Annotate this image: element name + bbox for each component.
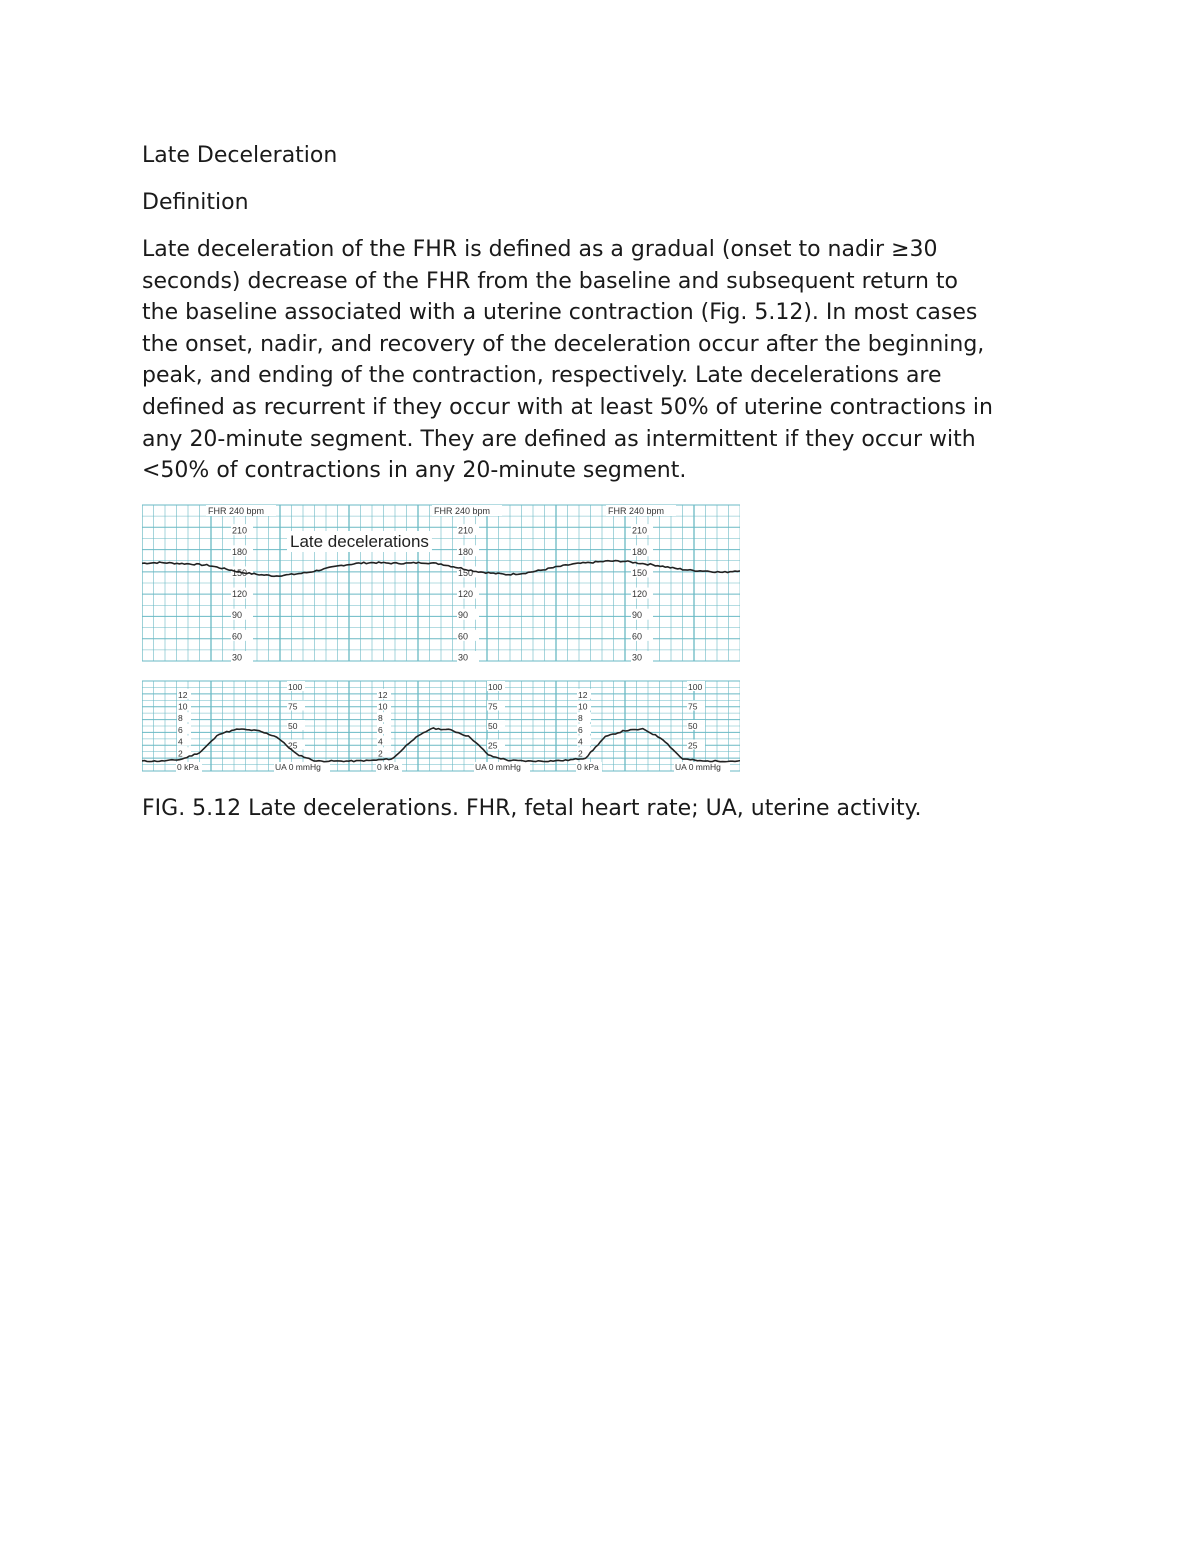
fhr-tick-label: 120 [458, 589, 474, 600]
fhr-tick-label: 30 [632, 652, 643, 663]
mmhg-tick-label: 75 [488, 701, 498, 712]
paragraph-line: the baseline associated with a uterine contraction (Fig. 5.12). In most cases [142, 300, 978, 326]
fhr-tick-label: 90 [458, 610, 469, 621]
late-decelerations-label: Late decelerations [290, 532, 429, 551]
kpa-tick-label: 4 [178, 736, 183, 747]
kpa-tick-label: 4 [378, 736, 383, 747]
paragraph-line: seconds) decrease of the FHR from the baseline and subsequent return to [142, 268, 958, 294]
mmhg-tick-label: 75 [288, 701, 298, 712]
fhr-scale-title: FHR 240 bpm [208, 506, 265, 516]
kpa-tick-label: 4 [578, 736, 583, 747]
fhr-tick-label: 120 [632, 589, 648, 600]
mmhg-tick-label: 50 [688, 721, 698, 731]
fhr-tick-label: 90 [232, 610, 243, 621]
fhr-tick-label: 180 [632, 546, 648, 557]
mmhg-tick-label: 100 [488, 682, 503, 692]
kpa-base-label: 0 kPa [377, 762, 399, 772]
kpa-base-label: 0 kPa [577, 762, 599, 772]
fhr-tick-label: 60 [232, 631, 243, 642]
paragraph-line: peak, and ending of the contraction, respectively. Late decelerations are [142, 363, 942, 389]
kpa-tick-label: 12 [578, 689, 588, 700]
mmhg-tick-label: 100 [288, 682, 303, 692]
fhr-tick-label: 210 [232, 525, 248, 536]
fhr-scale-title: FHR 240 bpm [608, 506, 665, 516]
mmhg-tick-label: 25 [288, 740, 298, 751]
fhr-tick-label: 180 [232, 546, 248, 557]
fhr-tick-label: 180 [458, 546, 474, 557]
mmhg-tick-label: 100 [688, 682, 703, 692]
ctg-tracing [142, 503, 740, 773]
fhr-tick-label: 150 [232, 567, 248, 578]
kpa-tick-label: 2 [178, 748, 183, 759]
mmhg-tick-label: 25 [688, 740, 698, 751]
kpa-base-label: 0 kPa [177, 762, 199, 772]
fhr-panel [142, 505, 740, 663]
kpa-tick-label: 10 [578, 701, 588, 712]
figure-caption: FIG. 5.12 Late decelerations. FHR, fetal heart rate; UA, uterine activity. [142, 796, 922, 821]
document-title: Late Deceleration [142, 143, 338, 168]
fhr-tick-label: 60 [458, 631, 469, 642]
kpa-tick-label: 8 [578, 713, 583, 724]
fhr-tick-label: 150 [458, 567, 474, 578]
kpa-tick-label: 10 [378, 701, 388, 712]
paragraph-line: the onset, nadir, and recovery of the deceleration occur after the beginning, [142, 331, 985, 357]
fhr-tick-label: 60 [632, 631, 643, 642]
kpa-tick-label: 2 [578, 748, 583, 759]
mmhg-tick-label: 75 [688, 701, 698, 712]
kpa-tick-label: 6 [378, 724, 383, 735]
ua-panel [142, 681, 740, 772]
mmhg-tick-label: 25 [488, 740, 498, 751]
fhr-tick-label: 30 [232, 652, 243, 663]
fhr-tick-label: 120 [232, 589, 248, 600]
ctg-figure [142, 503, 740, 773]
paragraph-line: any 20-minute segment. They are defined as intermittent if they occur with [142, 426, 976, 452]
mmhg-base-label: UA 0 mmHg [675, 762, 721, 772]
kpa-tick-label: 8 [378, 713, 383, 724]
kpa-tick-label: 2 [378, 748, 383, 759]
kpa-tick-label: 12 [178, 689, 188, 700]
paragraph-line: defined as recurrent if they occur with at least 50% of uterine contractions in [142, 394, 993, 420]
paragraph-line: Late deceleration of the FHR is defined as a gradual (onset to nadir ≥30 [142, 237, 938, 262]
kpa-tick-label: 8 [178, 713, 183, 724]
section-heading: Definition [142, 190, 249, 215]
mmhg-tick-label: 50 [488, 721, 498, 731]
fhr-tick-label: 210 [632, 525, 648, 536]
mmhg-base-label: UA 0 mmHg [475, 762, 521, 772]
fhr-scale-title: FHR 240 bpm [434, 506, 491, 516]
mmhg-tick-label: 50 [288, 721, 298, 731]
fhr-tick-label: 30 [458, 652, 469, 663]
kpa-tick-label: 6 [178, 724, 183, 735]
fhr-tick-label: 150 [632, 567, 648, 578]
definition-paragraph [142, 234, 1072, 487]
paragraph-line: <50% of contractions in any 20-minute segment. [142, 458, 687, 484]
mmhg-base-label: UA 0 mmHg [275, 762, 321, 772]
kpa-tick-label: 10 [178, 701, 188, 712]
fhr-tick-label: 210 [458, 525, 474, 536]
kpa-tick-label: 12 [378, 689, 388, 700]
fhr-tick-label: 90 [632, 610, 643, 621]
kpa-tick-label: 6 [578, 724, 583, 735]
